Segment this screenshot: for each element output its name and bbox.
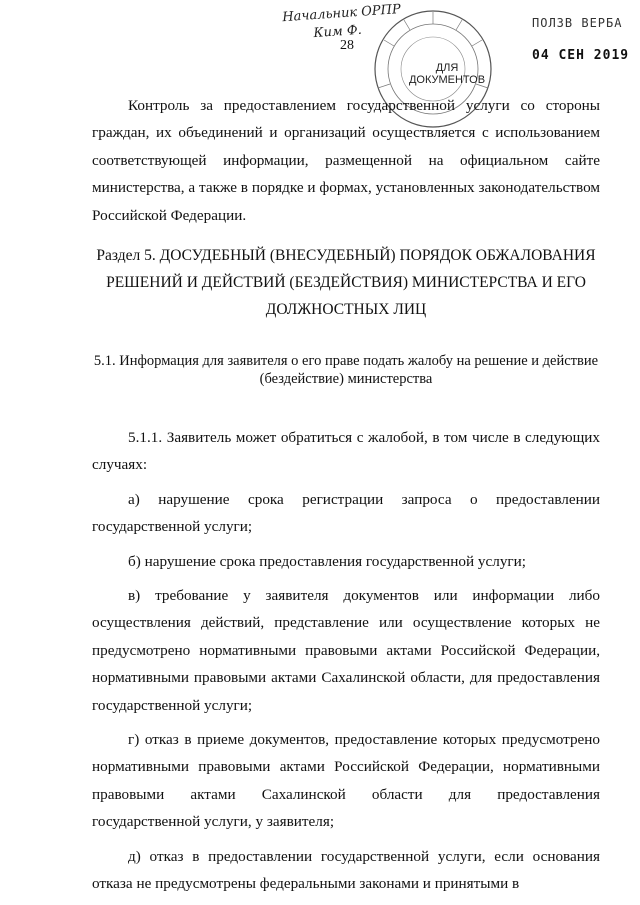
- case-a: а) нарушение срока регистрации запроса о предоставлении государственной услуги;: [92, 490, 600, 536]
- complaint-cases-block: [92, 424, 600, 898]
- paragraph-5-1-1: 5.1.1. Заявитель может обратиться с жалобой, в том числе в следующих случаях:: [92, 429, 600, 474]
- handwritten-line-2: Ким Ф.: [313, 22, 363, 42]
- subsection-5-1-title: 5.1. Информация для заявителя о его праве подать жалобу на решение и действие (бездействие) министерства: [93, 353, 599, 387]
- control-paragraph: Контроль за предоставлением государственной услуги со стороны граждан, их объединений и организаций осуществляется с использованием соответствующей информации, размещенной на официальном сайте министерства, а также в порядке и формах, установленных законодательством Российской Федерации.: [92, 97, 600, 224]
- control-paragraph-block: [92, 92, 600, 229]
- stamp-date-text: 04 СЕН 2019: [532, 48, 630, 63]
- case-d: д) отказ в предоставлении государственной услуги, если основания отказа не предусмотрены федеральными законами и принятыми в: [92, 847, 600, 893]
- case-b: б) нарушение срока предоставления государственной услуги;: [128, 552, 526, 570]
- handwritten-line-1: Начальник ОРПР: [281, 2, 402, 26]
- page-number: 28: [340, 38, 354, 53]
- date-stamp: [532, 16, 629, 63]
- stamp-header-text: ПОЛЗВ ВЕРБА: [532, 16, 623, 30]
- seal-label: ДЛЯ ДОКУМЕНТОВ: [408, 62, 486, 86]
- case-g: г) отказ в приеме документов, предоставление которых предусмотрено нормативными правовыми актами Российской Федерации, нормативными правовыми актами Сахалинской области для предоставления государственной услуги, у заявителя;: [92, 731, 600, 831]
- case-v: в) требование у заявителя документов или информации либо осуществления действий, представление или осуществление которых не предусмотрено нормативными правовыми актами Российской Федерации, нормативными правовыми актами Сахалинской области, для предоставления государственной услуги;: [92, 587, 600, 714]
- section-5-title: Раздел 5. ДОСУДЕБНЫЙ (ВНЕСУДЕБНЫЙ) ПОРЯДОК ОБЖАЛОВАНИЯ РЕШЕНИЙ И ДЕЙСТВИЙ (БЕЗДЕЙСТВИЯ) МИНИСТЕРСТВА И ЕГО ДОЛЖНОСТНЫХ ЛИЦ: [96, 247, 596, 318]
